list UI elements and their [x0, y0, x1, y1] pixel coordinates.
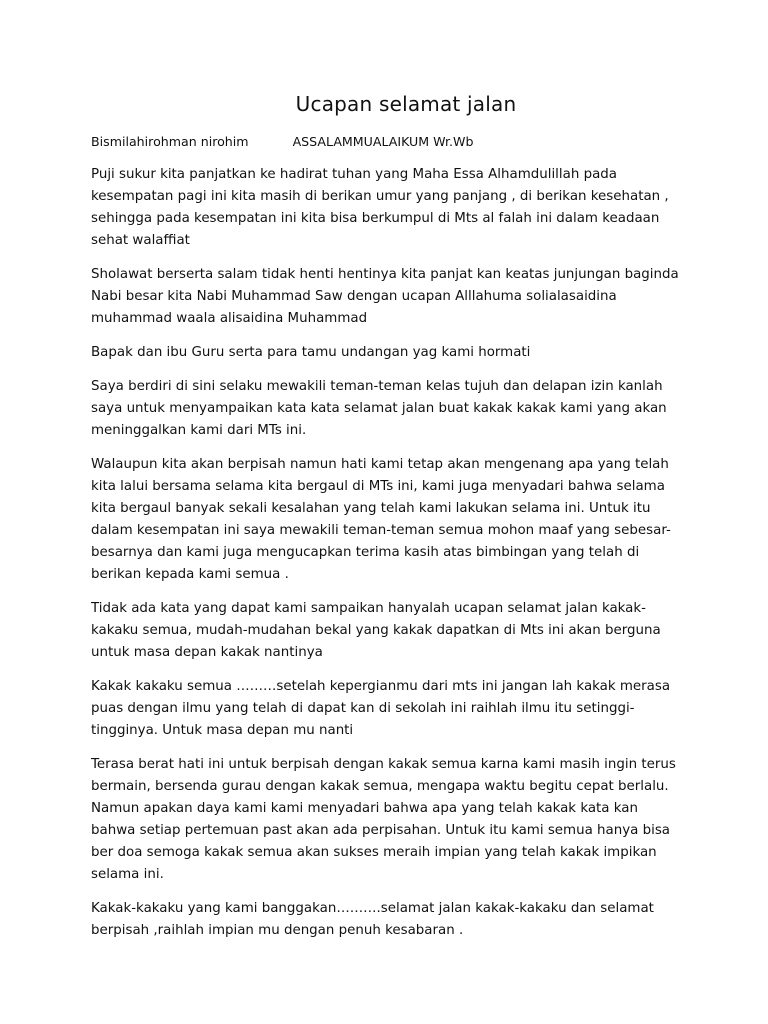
paragraph-advice: Kakak kakaku semua ………setelah kepergianmu dari mts ini jangan lah kakak merasa puas dengan ilmu yang telah di dapat kan di sekolah ini raihlah ilmu itu setinggi-tingginya. Untuk masa depan mu nanti [91, 679, 671, 738]
paragraph-farewell-wish: Tidak ada kata yang dapat kami sampaikan hanyalah ucapan selamat jalan kakak-kakaku semua, mudah-mudahan bekal yang kakak dapatkan di Mts ini akan berguna untuk masa depan kakak nantinya [91, 601, 661, 660]
paragraph-sadness: Terasa berat hati ini untuk berpisah dengan kakak semua karna kami masih ingin terus bermain, bersenda gurau dengan kakak semua, mengapa waktu begitu cepat berlalu. Namun apakan daya kami kami menyadari bahwa apa yang telah kakak kata kan bahwa setiap pertemuan past akan ada perpisahan. Untuk itu kami semua hanya bisa ber doa semoga kakak semua akan sukses meraih impian yang telah kakak impikan selama ini. [91, 757, 676, 882]
paragraph-apology: Walaupun kita akan berpisah namun hati kami tetap akan mengenang apa yang telah kita lalui bersama selama kita bergaul di MTs ini, kami juga menyadari bahwa selama kita bergaul banyak sekali kesalahan yang telah kami lakukan selama ini. Untuk itu dalam kesempatan ini saya mewakili teman-teman semua mohon maaf yang sebesar-besarnya dan kami juga mengucapkan terima kasih atas bimbingan yang telah di berikan kepada kami semua . [91, 457, 671, 582]
paragraph-opening-praise: Puji sukur kita panjatkan ke hadirat tuhan yang Maha Essa Alhamdulillah pada kesempatan pagi ini kita masih di berikan umur yang panjang , di berikan kesehatan , sehingga pada kesempatan ini kita bisa berkumpul di Mts al falah ini dalam keadaan sehat walaffiat [91, 167, 669, 248]
greeting-basmalah: Bismilahirohman nirohim [91, 134, 249, 149]
greeting-line [91, 134, 474, 149]
document-body [91, 164, 681, 954]
greeting-salam: ASSALAMMUALAIKUM Wr.Wb [292, 134, 474, 149]
paragraph-closing: Kakak-kakaku yang kami banggakan……….selamat jalan kakak-kakaku dan selamat berpisah ,raihlah impian mu dengan penuh kesabaran . [91, 901, 654, 938]
paragraph-sholawat: Sholawat berserta salam tidak henti hentinya kita panjat kan keatas junjungan baginda Nabi besar kita Nabi Muhammad Saw dengan ucapan Alllahuma solialasaidina muhammad waala alisaidina Muhammad [91, 267, 679, 326]
paragraph-address-audience: Bapak dan ibu Guru serta para tamu undangan yag kami hormati [91, 345, 531, 360]
paragraph-introduction: Saya berdiri di sini selaku mewakili teman-teman kelas tujuh dan delapan izin kanlah saya untuk menyampaikan kata kata selamat jalan buat kakak kakak kami yang akan meninggalkan kami dari MTs ini. [91, 379, 667, 438]
document-title: Ucapan selamat jalan [295, 92, 517, 116]
